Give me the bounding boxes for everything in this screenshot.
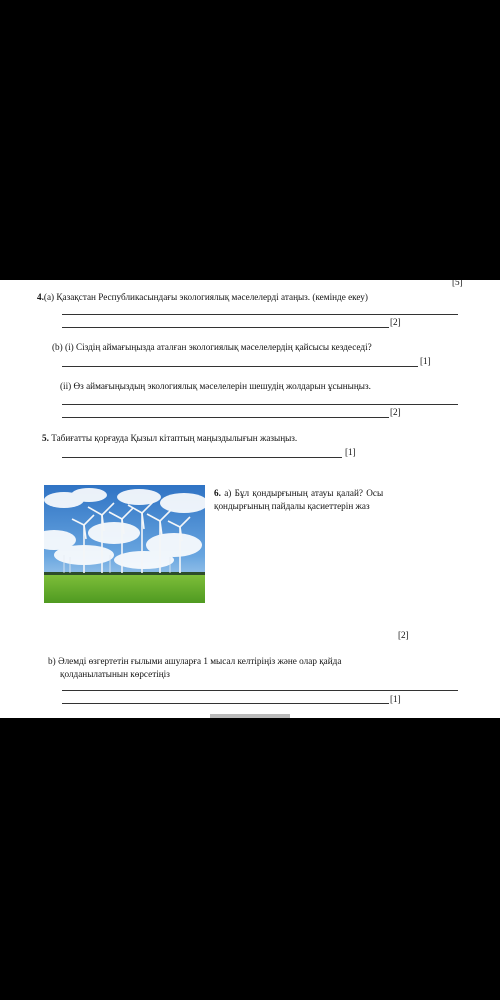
q5-text: Табиғатты қорғауда Қызыл кітаптың маңыздылығын жазыңыз. <box>51 433 298 443</box>
q6a-line2: қондырғының пайдалы қасиеттерін жаз <box>214 501 370 511</box>
answer-line[interactable] <box>62 457 342 458</box>
q6a-mark: [2] <box>398 630 409 640</box>
cut-off-text-fragment <box>210 714 290 718</box>
q5-number: 5. <box>42 433 49 443</box>
q5-mark: [1] <box>345 447 356 457</box>
answer-line[interactable] <box>62 314 458 315</box>
q6a-line1 <box>214 488 383 499</box>
worksheet-page <box>0 280 500 718</box>
answer-line[interactable] <box>62 404 458 405</box>
q6b-line2: қолданылатынын көрсетіңіз <box>60 669 170 679</box>
q4bi-mark: [1] <box>420 356 431 366</box>
q5-prompt <box>42 433 297 444</box>
q6a-text-line1: а) Бұл қондырғының атауы қалай? Осы <box>224 488 384 498</box>
q4bii-prompt: (ii) Өз аймағыңыздың экологиялық мәселелерін шешудің жолдарын ұсыныңыз. <box>60 381 371 391</box>
q4bi-prompt: (b) (i) Сіздің аймағыңызда аталған экологиялық мәселелердің қайсысы кездеседі? <box>52 342 372 352</box>
q4-number: 4. <box>37 292 44 302</box>
answer-line[interactable] <box>62 417 389 418</box>
top-mark: [5] <box>452 280 463 287</box>
q4a-mark: [2] <box>390 317 401 327</box>
q4bii-mark: [2] <box>390 407 401 417</box>
answer-line[interactable] <box>62 690 458 691</box>
answer-line[interactable] <box>62 703 389 704</box>
answer-line[interactable] <box>62 327 389 328</box>
q6-number: 6. <box>214 488 221 498</box>
answer-line[interactable] <box>62 366 418 367</box>
q6b-mark: [1] <box>390 694 401 704</box>
q4a-prompt <box>37 292 368 303</box>
wind-turbines-photo <box>44 485 205 603</box>
q4a-text: (a) Қазақстан Республикасындағы экологиялық мәселелерді атаңыз. (кемінде екеу) <box>43 292 368 302</box>
q6b-line1: b) Әлемді өзгертетін ғылыми ашуларға 1 мысал келтіріңіз және олар қайда <box>48 656 342 666</box>
